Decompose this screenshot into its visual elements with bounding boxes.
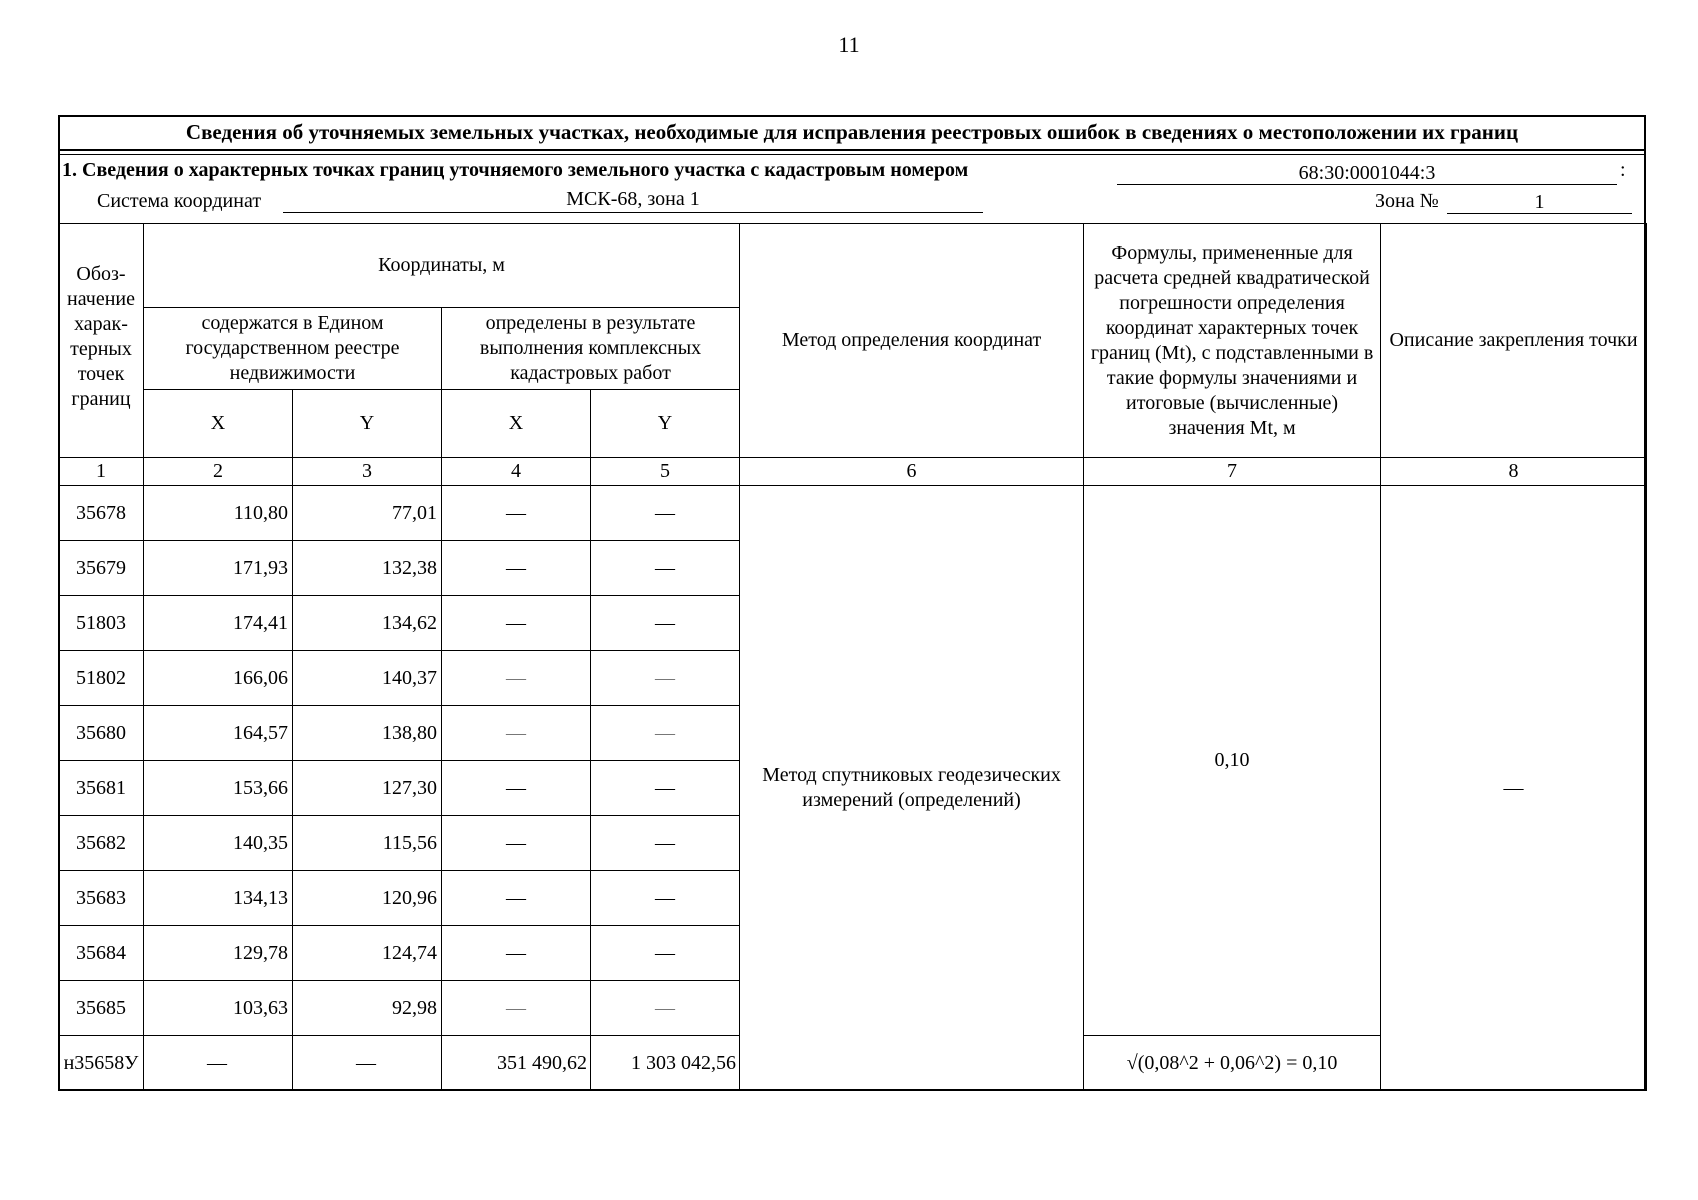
x-determined-cell: — xyxy=(442,541,591,596)
y-determined-cell: — xyxy=(591,486,740,541)
x-registry-cell: 140,35 xyxy=(144,816,293,871)
header-method: Метод определения координат xyxy=(740,224,1084,458)
point-cell: 35684 xyxy=(59,926,144,981)
header-formulas: Формулы, примененные для расчета средней квадратической погрешности определения координат характерных точек границ (Mt), с подставленными в такие формулы значениями и итоговые (вычисленные) значения Mt, м xyxy=(1084,224,1381,458)
y-registry-cell: 132,38 xyxy=(293,541,442,596)
x-registry-cell: 153,66 xyxy=(144,761,293,816)
point-cell: 35683 xyxy=(59,871,144,926)
zone-value: 1 xyxy=(1447,191,1632,214)
table-row xyxy=(59,486,1647,541)
y-registry-cell: 77,01 xyxy=(293,486,442,541)
header-description: Описание закрепления точки xyxy=(1381,224,1647,458)
y-determined-cell: — xyxy=(591,596,740,651)
header-in-registry: содержатся в Едином государственном реестре недвижимости xyxy=(144,308,442,390)
header-x-determined: X xyxy=(442,390,591,458)
y-registry-cell: 138,80 xyxy=(293,706,442,761)
column-number: 2 xyxy=(144,458,293,486)
x-registry-cell: 134,13 xyxy=(144,871,293,926)
y-registry-cell: 120,96 xyxy=(293,871,442,926)
column-number: 4 xyxy=(442,458,591,486)
x-registry-cell: 110,80 xyxy=(144,486,293,541)
point-cell: н35658У xyxy=(59,1036,144,1091)
mt-formula-cell: √(0,08^2 + 0,06^2) = 0,10 xyxy=(1084,1036,1381,1091)
column-number: 1 xyxy=(59,458,144,486)
mt-value-cell: 0,10 xyxy=(1084,486,1381,1036)
x-determined-cell: 351 490,62 xyxy=(442,1036,591,1091)
header-determined: определены в результате выполнения комплексных кадастровых работ xyxy=(442,308,740,390)
x-registry-cell: 171,93 xyxy=(144,541,293,596)
point-cell: 35682 xyxy=(59,816,144,871)
points-table xyxy=(58,223,1647,1091)
x-determined-cell: — xyxy=(442,706,591,761)
cadastral-colon: : xyxy=(1620,159,1626,181)
y-registry-cell: 92,98 xyxy=(293,981,442,1036)
point-cell: 35678 xyxy=(59,486,144,541)
y-determined-cell: — xyxy=(591,926,740,981)
x-registry-cell: 174,41 xyxy=(144,596,293,651)
column-number: 7 xyxy=(1084,458,1381,486)
coord-system-value: МСК-68, зона 1 xyxy=(283,186,983,213)
x-determined-cell: — xyxy=(442,651,591,706)
x-determined-cell: — xyxy=(442,981,591,1036)
page-number: 11 xyxy=(838,32,860,57)
x-determined-cell: — xyxy=(442,761,591,816)
y-determined-cell: — xyxy=(591,706,740,761)
column-number: 6 xyxy=(740,458,1084,486)
y-registry-cell: 115,56 xyxy=(293,816,442,871)
y-determined-cell: — xyxy=(591,651,740,706)
x-determined-cell: — xyxy=(442,486,591,541)
header-x-registry: X xyxy=(144,390,293,458)
header-y-registry: Y xyxy=(293,390,442,458)
y-determined-cell: — xyxy=(591,981,740,1036)
y-determined-cell: — xyxy=(591,871,740,926)
x-registry-cell: 103,63 xyxy=(144,981,293,1036)
x-determined-cell: — xyxy=(442,926,591,981)
x-registry-cell: 164,57 xyxy=(144,706,293,761)
column-number: 3 xyxy=(293,458,442,486)
document-frame xyxy=(58,115,1646,1091)
method-cell: Метод спутниковых геодезических измерений (определений) xyxy=(740,486,1084,1091)
y-determined-cell: — xyxy=(591,816,740,871)
point-cell: 35685 xyxy=(59,981,144,1036)
y-determined-cell: 1 303 042,56 xyxy=(591,1036,740,1091)
x-registry-cell: — xyxy=(144,1036,293,1091)
main-title: Сведения об уточняемых земельных участках, необходимые для исправления реестровых ошибок в сведениях о местоположении их границ xyxy=(60,117,1644,151)
header-point-designation: Обоз-начение харак-терных точек границ xyxy=(59,224,144,458)
point-cell: 51803 xyxy=(59,596,144,651)
y-determined-cell: — xyxy=(591,761,740,816)
y-determined-cell: — xyxy=(591,541,740,596)
point-cell: 35679 xyxy=(59,541,144,596)
x-determined-cell: — xyxy=(442,871,591,926)
section-info xyxy=(60,155,1644,223)
x-registry-cell: 129,78 xyxy=(144,926,293,981)
point-cell: 35681 xyxy=(59,761,144,816)
column-number: 5 xyxy=(591,458,740,486)
point-cell: 51802 xyxy=(59,651,144,706)
x-registry-cell: 166,06 xyxy=(144,651,293,706)
y-registry-cell: 140,37 xyxy=(293,651,442,706)
y-registry-cell: 127,30 xyxy=(293,761,442,816)
y-registry-cell: 124,74 xyxy=(293,926,442,981)
description-cell: — xyxy=(1381,486,1647,1091)
y-registry-cell: — xyxy=(293,1036,442,1091)
y-registry-cell: 134,62 xyxy=(293,596,442,651)
cadastral-number: 68:30:0001044:3 xyxy=(1117,162,1617,185)
point-cell: 35680 xyxy=(59,706,144,761)
coord-system-label: Система координат xyxy=(97,190,262,212)
header-coordinates: Координаты, м xyxy=(144,224,740,308)
x-determined-cell: — xyxy=(442,596,591,651)
column-number: 8 xyxy=(1381,458,1647,486)
zone-label: Зона № xyxy=(1375,190,1439,212)
header-y-determined: Y xyxy=(591,390,740,458)
x-determined-cell: — xyxy=(442,816,591,871)
section-heading: 1. Сведения о характерных точках границ уточняемого земельного участка с кадастровым номером xyxy=(62,159,969,181)
